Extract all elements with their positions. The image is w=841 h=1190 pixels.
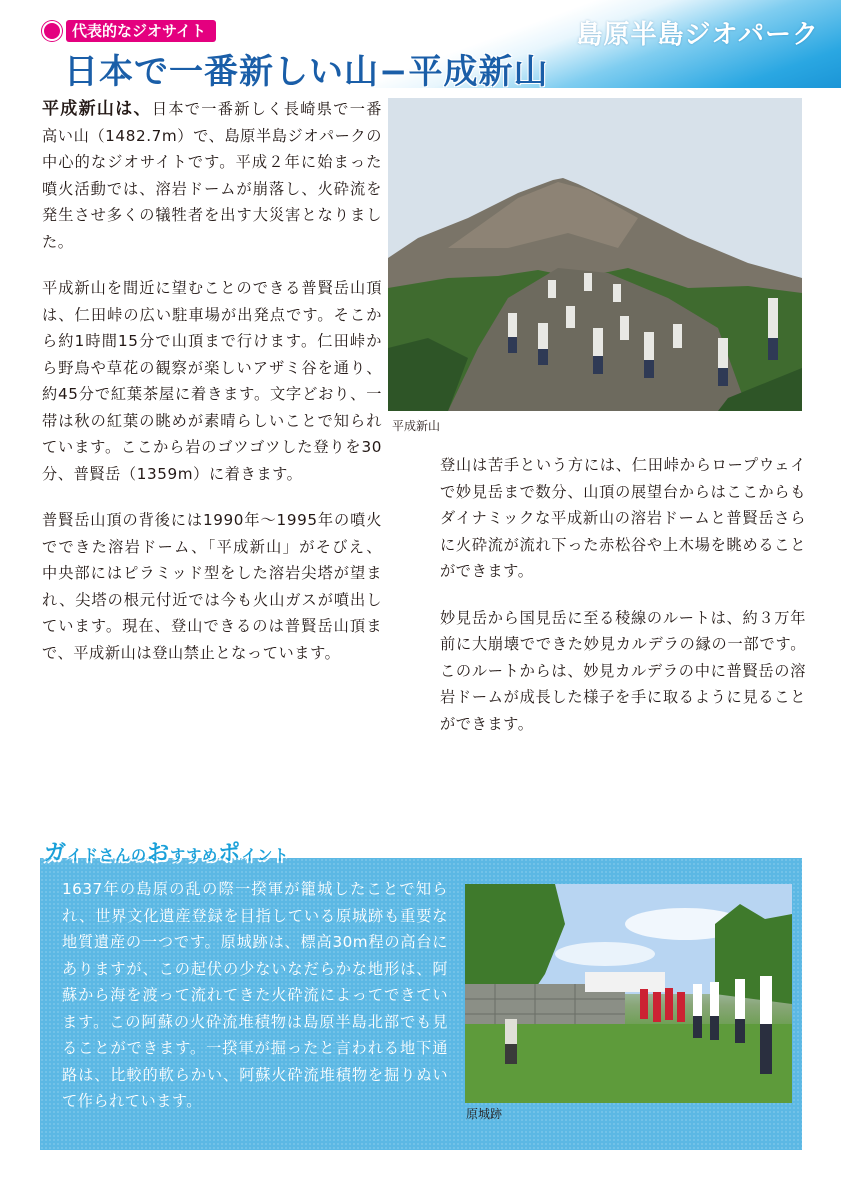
paragraph-5: 妙見岳から国見岳に至る稜線のルートは、約３万年前に大崩壊でできた妙見カルデラの縁の一部です。このルートからは、妙見カルデラの中に普賢岳の溶岩ドームが成長した様子を手に取るように見ることができます。 <box>440 608 806 733</box>
article-right-column <box>440 452 806 757</box>
article-left-column <box>42 96 382 686</box>
category-pill: 代表的なジオサイト <box>66 20 216 42</box>
rec-title-char: さ <box>99 846 116 864</box>
rec-title-char: イ <box>241 846 258 864</box>
paragraph-2: 平成新山を間近に望むことのできる普賢岳山頂は、仁田峠の広い駐車場が出発点です。そこから約1時間15分で山頂まで行けます。仁田峠から野鳥や草花の観察が楽しいアザミ谷を通り、約45分で紅葉茶屋に着きます。文字どおり、一帯は秋の紅葉の眺めが素晴らしいことで知られています。ここから岩のゴツゴツした登りを30分、普賢岳（1359m）に着きます。 <box>42 279 382 483</box>
recommend-title <box>44 836 289 867</box>
heisei-shinzan-photo <box>388 98 802 411</box>
hara-castle-photo <box>465 884 792 1103</box>
rec-title-char: の <box>131 846 148 864</box>
paragraph-1 <box>42 96 382 255</box>
paragraph-3: 普賢岳山頂の背後には1990年〜1995年の噴火でできた溶岩ドーム、「平成新山」がそびえ、中央部にはピラミッド型をした溶岩尖塔が望まれ、尖塔の根元付近では今も火山ガスが噴出しています。現在、登山できるのは普賢岳山頂まで、平成新山は登山禁止となっています。 <box>42 511 382 662</box>
rec-title-char: す <box>170 846 187 864</box>
rec-title-char: す <box>186 846 203 864</box>
rec-title-char: め <box>202 846 219 864</box>
photo1-caption: 平成新山 <box>392 419 441 433</box>
bullet-icon <box>42 21 62 41</box>
brand-title: 島原半島ジオパーク <box>576 20 819 50</box>
rec-title-char: ン <box>257 846 274 864</box>
photo2-caption: 原城跡 <box>466 1107 503 1121</box>
rec-title-char: ト <box>273 846 290 864</box>
page-title: 日本で一番新しい山−平成新山 <box>64 52 549 92</box>
castle-site-illustration <box>465 884 792 1103</box>
paragraph-1-text: 日本で一番新しく長崎県で一番高い山（1482.7m）で、島原半島ジオパークの中心的なジオサイトです。平成２年に始まった噴火活動では、溶岩ドームが崩落し、火砕流を発生させ多くの犠牲者を出す大災害となりました。 <box>42 100 382 251</box>
rec-title-char: ポ <box>218 841 242 866</box>
rec-title-char: ド <box>83 846 100 864</box>
recommend-text: 1637年の島原の乱の際一揆軍が籠城したことで知られ、世界文化遺産登録を目指している原城跡も重要な地質遺産の一つです。原城跡は、標高30m程の高台にありますが、この起伏の少ないなだらかな地形は、阿蘇から海を渡って流れてきた火砕流によってできています。この阿蘇の火砕流堆積物は島原半島北部でも見ることができます。一揆軍が掘ったと言われる地下通路は、比較的軟らかい、阿蘇火砕流堆積物を掘りぬいて作られています。 <box>62 880 448 1110</box>
rec-title-char: ガ <box>44 841 68 866</box>
category-label <box>42 18 216 44</box>
rec-title-char: お <box>147 841 171 866</box>
rec-title-char: イ <box>67 846 84 864</box>
paragraph-4: 登山は苦手という方には、仁田峠からロープウェイで妙見岳まで数分、山頂の展望台からはここからもダイナミックな平成新山の溶岩ドームと普賢岳さらに火砕流が流れ下った赤松谷や上木場を眺めることができます。 <box>440 456 806 580</box>
rec-title-char: ん <box>115 846 132 864</box>
mountain-illustration <box>388 98 802 411</box>
lead-text: 平成新山は、 <box>42 99 152 119</box>
